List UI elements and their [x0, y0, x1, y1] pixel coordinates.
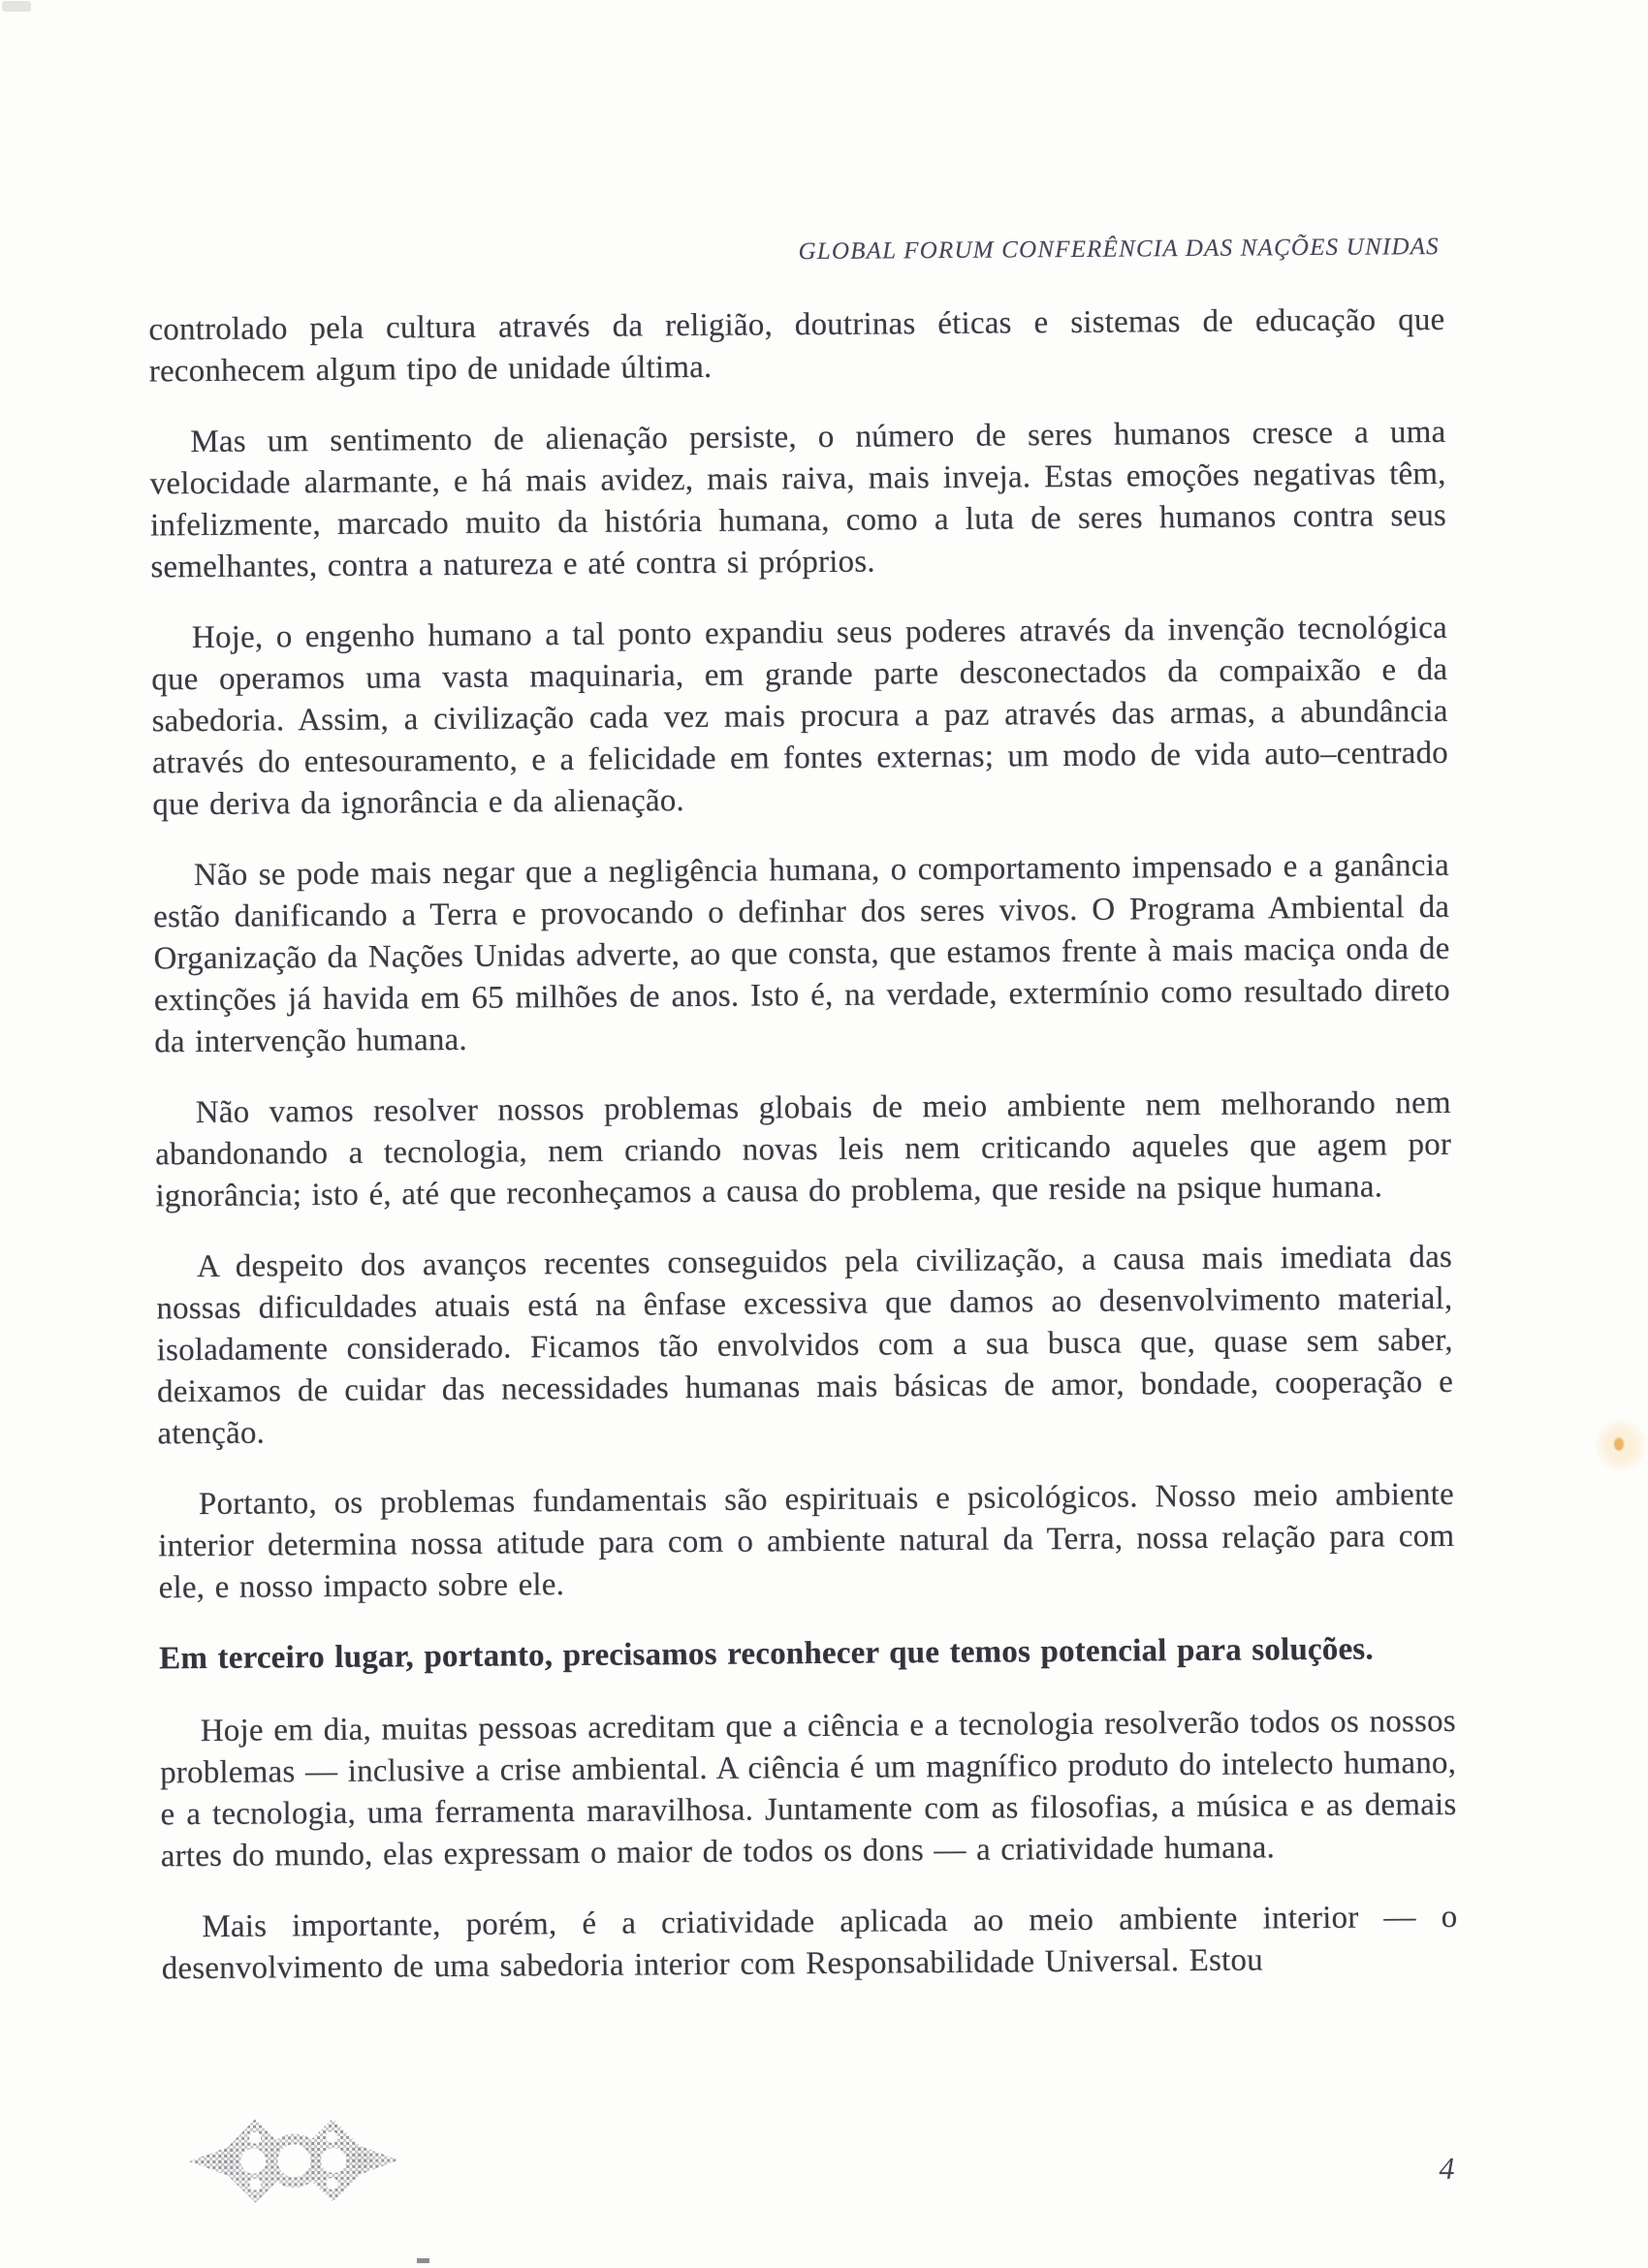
body-text: [148, 299, 1458, 2019]
section-heading: Em terceiro lugar, portanto, precisamos reconhecer que temos potencial para soluções.: [159, 1631, 1374, 1677]
paragraph: Hoje em dia, muitas pessoas acreditam que a ciência e a tecnologia resolverão todos os nossos problemas — inclusive a crise ambiental. A ciência é um magnífico produto do intelecto humano, e a tecnologia, uma ferramenta maravilhosa. Juntamente com as filosofias, a música e as demais artes do mundo, elas expressam o maior de todos os dons — a criatividade humana.: [160, 1703, 1457, 1874]
running-header: GLOBAL FORUM CONFERÊNCIA DAS NAÇÕES UNIDAS: [798, 233, 1440, 266]
paragraph: A despeito dos avanços recentes conseguidos pela civilização, a causa mais imediata das nossas dificuldades atuais está na ênfase excessiva que damos ao desenvolvimento material, isoladamente considerado. Ficamos tão envolvidos com a sua busca que, quase sem saber, deixamos de cuidar das necessidades humanas mais básicas de amor, bondade, cooperação e atenção.: [156, 1239, 1454, 1452]
paragraph: Não vamos resolver nossos problemas globais de meio ambiente nem melhorando nem abandonando a tecnologia, nem criando novas leis nem criticando aqueles que agem por ignorância; isto é, até que reconheçamos a causa do problema, que reside na psique humana.: [155, 1085, 1452, 1214]
scan-artifact: [2, 1, 31, 12]
scan-artifact: [417, 2258, 429, 2263]
paragraph: Portanto, os problemas fundamentais são espirituais e psicológicos. Nosso meio ambiente interior determina nossa atitude para com o ambiente natural da Terra, nossa relação para com ele, e nosso impacto sobre ele.: [158, 1476, 1455, 1606]
paragraph: Mas um sentimento de alienação persiste, o número de seres humanos cresce a uma velocidade alarmante, e há mais avidez, mais raiva, mais inveja. Estas emoções negativas têm, infelizmente, marcado muito da história humana, como a luta de seres humanos contra seus semelhantes, contra a natureza e até contra si próprios.: [149, 414, 1447, 585]
paragraph: controlado pela cultura através da religião, doutrinas éticas e sistemas de educação que reconhecem algum tipo de unidade última.: [148, 301, 1445, 390]
vajra-ornament-icon: [189, 2112, 399, 2209]
scan-artifact: [1613, 1436, 1625, 1451]
paragraph: Hoje, o engenho humano a tal ponto expandiu seus poderes através da invenção tecnológica que operamos uma vasta maquinaria, em grande parte desconectados da compaixão e da sabedoria. Assim, a civilização cada vez mais procura a paz através das armas, a abundância através do entesouramento, e a felicidade em fontes externas; um modo de vida auto–centrado que deriva da ignorância e da alienação.: [151, 610, 1449, 823]
page-number: 4: [1439, 2150, 1455, 2187]
paragraph: Mais importante, porém, é a criatividade aplicada ao meio ambiente interior — o desenvolvimento de uma sabedoria interior com Responsabilidade Universal. Estou: [161, 1899, 1458, 1987]
paragraph: Não se pode mais negar que a negligência humana, o comportamento impensado e a ganância estão danificando a Terra e provocando o definhar dos seres vivos. O Programa Ambiental da Organização da Nações Unidas adverte, ao que consta, que estamos frente à mais maciça onda de extinções já havida em 65 milhões de anos. Isto é, na verdade, extermínio como resultado direto da intervenção humana.: [153, 847, 1450, 1060]
